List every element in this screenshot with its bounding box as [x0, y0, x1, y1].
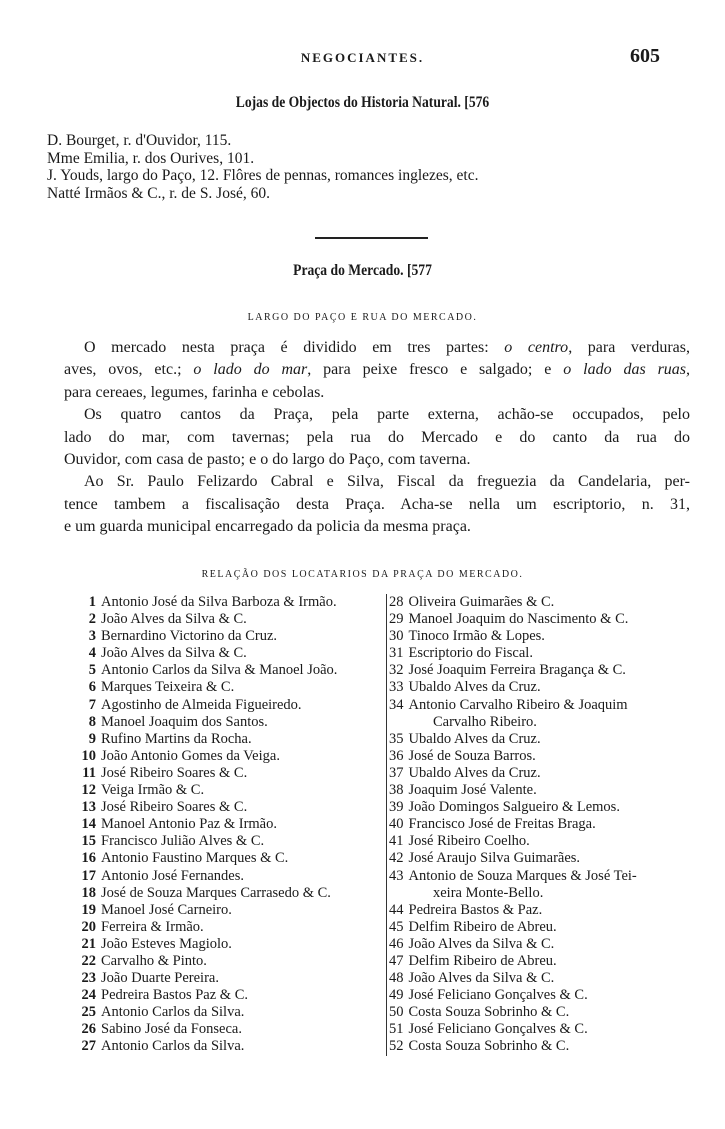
tenant-row — [389, 782, 719, 799]
tenant-number: 36 — [389, 747, 404, 764]
tenant-row — [389, 1038, 719, 1055]
tenant-name: José de Souza Marques Carrasedo & C. — [101, 884, 331, 901]
paragraph-line — [64, 449, 690, 471]
tenant-number: 42 — [389, 850, 404, 867]
tenant-number: 6 — [88, 679, 96, 696]
tenant-row — [389, 987, 719, 1004]
paragraph-line — [64, 516, 690, 538]
tenant-number: 16 — [81, 850, 96, 867]
tenant-number: 52 — [389, 1038, 404, 1055]
tenant-name: Antonio José da Silva Barboza & Irmão. — [101, 594, 337, 610]
tenant-row — [74, 765, 382, 782]
section-title-lojas: Lojas de Objectos do Historia Natural. [576 — [235, 94, 490, 111]
tenant-name: José Ribeiro Coelho. — [408, 833, 530, 850]
tenant-row — [74, 748, 382, 765]
tenant-name: Oliveira Guimarães & C. — [408, 594, 555, 610]
tenant-number: 24 — [81, 987, 96, 1004]
tenant-number: 49 — [389, 987, 404, 1004]
tenant-number: 33 — [389, 679, 404, 696]
tenant-number: 38 — [389, 782, 404, 799]
tenant-row — [389, 697, 719, 714]
tenant-number: 39 — [389, 799, 404, 816]
tenant-row — [389, 936, 719, 953]
tenant-number: 23 — [81, 970, 96, 987]
tenant-row — [74, 936, 382, 953]
tenant-row — [74, 662, 382, 679]
text-segment: Ao Sr. Paulo Felizardo Cabral e Silva, Fiscal da freguezia da Candelaria, per- — [84, 473, 690, 491]
tenant-name: Tinoco Irmão & Lopes. — [408, 628, 545, 645]
tenant-name-continuation: Carvalho Ribeiro. — [433, 713, 537, 730]
tenant-row — [74, 885, 382, 902]
tenant-row — [74, 868, 382, 885]
tenant-number: 3 — [88, 628, 96, 645]
tenant-name: João Duarte Pereira. — [101, 970, 219, 987]
description-paragraph — [64, 337, 690, 539]
tenant-number: 11 — [82, 764, 96, 781]
tenant-number: 7 — [88, 696, 96, 713]
tenant-number: 14 — [81, 816, 96, 833]
tenant-number: 17 — [81, 867, 96, 884]
tenant-number: 27 — [81, 1038, 96, 1055]
text-segment: tence tambem a fiscalisação desta Praça. Acha-se nella um escriptorio, n. 31, — [64, 495, 690, 513]
tenant-name: Manoel José Carneiro. — [101, 901, 232, 918]
tenant-name: João Domingos Salgueiro & Lemos. — [408, 799, 620, 816]
tenant-name: Pedreira Bastos Paz & C. — [101, 987, 248, 1004]
tenant-row — [74, 970, 382, 987]
tenant-list-right-column — [386, 594, 719, 1056]
shop-entry: D. Bourget, r. d'Ouvidor, 115. — [47, 132, 232, 149]
tenant-number: 21 — [81, 935, 96, 952]
shop-entries — [47, 132, 479, 202]
tenant-name: Antonio de Souza Marques & José Tei- — [408, 867, 637, 884]
paragraph-line — [64, 337, 690, 359]
tenant-number: 48 — [389, 970, 404, 987]
tenant-row — [74, 628, 382, 645]
page-number: 605 — [630, 45, 660, 67]
tenant-row — [389, 628, 719, 645]
tenant-list-title: RELAÇÃO DOS LOCATARIOS DA PRAÇA DO MERCADO. — [201, 569, 524, 580]
paragraph-line — [64, 494, 690, 516]
tenant-name: Francisco Julião Alves & C. — [101, 833, 265, 850]
tenant-name: Joaquim José Valente. — [408, 782, 537, 799]
tenant-row — [389, 765, 719, 782]
tenant-name: Delfim Ribeiro de Abreu. — [408, 952, 557, 969]
tenant-name: Costa Souza Sobrinho & C. — [408, 1038, 570, 1055]
tenant-name: João Esteves Magiolo. — [101, 935, 232, 952]
tenant-name: Escriptorio do Fiscal. — [408, 645, 533, 662]
tenant-row — [74, 902, 382, 919]
tenant-number: 22 — [81, 952, 96, 969]
tenant-row — [389, 970, 719, 987]
tenant-row — [389, 868, 719, 885]
tenant-row — [389, 1004, 719, 1021]
tenant-number: 12 — [81, 782, 96, 799]
tenant-number: 9 — [88, 730, 96, 747]
tenant-number: 2 — [88, 611, 96, 628]
tenant-number: 4 — [88, 645, 96, 662]
running-head: NEGOCIANTES. — [300, 50, 425, 65]
tenant-number: 10 — [81, 747, 96, 764]
tenant-name: Manoel Joaquim do Nascimento & C. — [408, 611, 629, 628]
tenant-number: 51 — [389, 1021, 404, 1038]
text-segment: O mercado nesta praça é dividido em tres partes: — [84, 339, 505, 356]
tenant-number: 15 — [81, 833, 96, 850]
paragraph-line — [64, 359, 690, 381]
tenant-row — [74, 1021, 382, 1038]
paragraph-line — [64, 382, 690, 404]
tenant-row — [389, 645, 719, 662]
tenant-name: Antonio Carlos da Silva. — [101, 1004, 245, 1021]
tenant-number: 25 — [81, 1004, 96, 1021]
tenant-number: 35 — [389, 730, 404, 747]
tenant-row — [389, 953, 719, 970]
tenant-name: João Alves da Silva & C. — [408, 970, 555, 987]
tenant-row — [389, 731, 719, 748]
tenant-row — [74, 679, 382, 696]
tenant-number: 46 — [389, 935, 404, 952]
text-segment: , para verduras, — [568, 339, 691, 356]
text-segment: , para peixe fresco e salgado; e — [307, 361, 564, 379]
tenant-name: Marques Teixeira & C. — [101, 679, 235, 696]
tenant-name: Manoel Antonio Paz & Irmão. — [101, 816, 277, 833]
italic-phrase: o centro — [504, 339, 569, 356]
tenant-name: Rufino Martins da Rocha. — [101, 730, 252, 747]
tenant-row — [389, 679, 719, 696]
paragraph-line — [64, 471, 690, 493]
tenant-name: Delfim Ribeiro de Abreu. — [408, 918, 557, 935]
tenant-row — [74, 919, 382, 936]
italic-phrase: o lado do mar — [193, 361, 308, 379]
tenant-number: 37 — [389, 764, 404, 781]
tenant-row — [74, 714, 382, 731]
tenant-name: Veiga Irmão & C. — [101, 782, 205, 799]
tenant-number: 8 — [88, 713, 96, 730]
tenant-row — [74, 1004, 382, 1021]
tenant-number: 29 — [389, 611, 404, 628]
tenant-number: 32 — [389, 662, 404, 679]
tenant-number: 5 — [88, 662, 96, 679]
tenant-row — [389, 902, 719, 919]
tenant-name: José Feliciano Gonçalves & C. — [408, 987, 588, 1004]
tenant-number: 41 — [389, 833, 404, 850]
tenant-row — [74, 953, 382, 970]
tenant-name: Carvalho & Pinto. — [101, 952, 207, 969]
tenant-name: Antonio Carvalho Ribeiro & Joaquim — [408, 696, 628, 713]
tenant-row — [389, 748, 719, 765]
tenant-name: Pedreira Bastos & Paz. — [408, 901, 543, 918]
tenant-number: 28 — [389, 594, 404, 610]
tenant-number: 50 — [389, 1004, 404, 1021]
tenant-number: 40 — [389, 816, 404, 833]
tenant-row — [74, 1038, 382, 1055]
tenant-row — [74, 731, 382, 748]
tenant-name: José Araujo Silva Guimarães. — [408, 850, 581, 867]
tenant-name: João Alves da Silva & C. — [408, 935, 555, 952]
tenant-number: 34 — [389, 696, 404, 713]
tenant-number: 26 — [81, 1021, 96, 1038]
tenant-row — [74, 833, 382, 850]
shop-entry: J. Youds, largo do Paço, 12. Flôres de pennas, romances inglezes, etc. — [47, 167, 479, 184]
tenant-name: Antonio José Fernandes. — [101, 867, 244, 884]
tenant-number: 43 — [389, 867, 404, 884]
paragraph-line — [64, 427, 690, 449]
section-divider — [315, 237, 428, 239]
tenant-name: José de Souza Barros. — [408, 747, 536, 764]
tenant-row — [389, 1021, 719, 1038]
tenant-number: 19 — [81, 901, 96, 918]
tenant-row — [389, 816, 719, 833]
tenant-row — [74, 799, 382, 816]
tenant-row — [74, 697, 382, 714]
tenant-list-left-column — [74, 594, 382, 1056]
shop-entry: Natté Irmãos & C., r. de S. José, 60. — [47, 184, 271, 202]
tenant-row — [74, 782, 382, 799]
tenant-row — [389, 662, 719, 679]
text-segment: Os quatro cantos da Praça, pela parte externa, achão-se occupados, pelo — [84, 406, 690, 424]
text-segment: e um guarda municipal encarregado da policia da mesma praça. — [64, 518, 471, 536]
tenant-row — [74, 611, 382, 628]
tenant-number: 30 — [389, 628, 404, 645]
tenant-name-continuation: xeira Monte-Bello. — [433, 884, 544, 901]
tenant-name: João Antonio Gomes da Veiga. — [101, 747, 280, 764]
tenant-name: Bernardino Victorino da Cruz. — [101, 628, 278, 645]
tenant-name: José Joaquim Ferreira Bragança & C. — [408, 662, 626, 679]
tenant-name: Manoel Joaquim dos Santos. — [101, 713, 268, 730]
tenant-number: 45 — [389, 918, 404, 935]
tenant-row — [74, 645, 382, 662]
tenant-number: 18 — [81, 884, 96, 901]
text-segment: lado do mar, com tavernas; pela rua do Mercado e do canto da rua do — [64, 428, 690, 446]
tenant-name: João Alves da Silva & C. — [101, 611, 247, 628]
tenant-row — [389, 850, 719, 867]
text-segment: Ouvidor, com casa de pasto; e o do largo do Paço, com taverna. — [64, 450, 471, 468]
tenant-row — [389, 799, 719, 816]
section-subtitle: LARGO DO PAÇO E RUA DO MERCADO. — [247, 312, 478, 323]
shop-entry: Mme Emilia, r. dos Ourives, 101. — [47, 149, 255, 167]
tenant-number: 47 — [389, 952, 404, 969]
tenant-name: José Ribeiro Soares & C. — [101, 799, 248, 816]
tenant-name: Antonio Carlos da Silva. — [101, 1038, 245, 1055]
tenant-name: Agostinho de Almeida Figueiredo. — [101, 696, 302, 713]
tenant-number: 13 — [81, 799, 96, 816]
tenant-name: Ferreira & Irmão. — [101, 918, 204, 935]
tenant-number: 31 — [389, 645, 404, 662]
tenant-row — [389, 594, 719, 611]
tenant-name: Francisco José de Freitas Braga. — [408, 816, 596, 833]
tenant-name: José Feliciano Gonçalves & C. — [408, 1021, 588, 1038]
text-segment: para cereaes, legumes, farinha e cebolas. — [64, 383, 325, 401]
tenant-row — [74, 850, 382, 867]
tenant-row — [74, 816, 382, 833]
tenant-name: Ubaldo Alves da Cruz. — [408, 679, 541, 696]
tenant-name: Sabino José da Fonseca. — [101, 1021, 242, 1038]
tenant-name: José Ribeiro Soares & C. — [101, 764, 248, 781]
tenant-number: 1 — [88, 594, 96, 610]
tenant-number: 44 — [389, 901, 404, 918]
tenant-row — [389, 833, 719, 850]
tenant-name: Costa Souza Sobrinho & C. — [408, 1004, 570, 1021]
tenant-row — [74, 594, 382, 611]
section-title-praca: Praça do Mercado. [577 — [293, 262, 432, 279]
tenant-row — [389, 919, 719, 936]
tenant-row — [74, 987, 382, 1004]
italic-phrase: o lado das ruas, — [563, 361, 691, 379]
tenant-name: Ubaldo Alves da Cruz. — [408, 764, 541, 781]
tenant-name: João Alves da Silva & C. — [101, 645, 247, 662]
tenant-name: Ubaldo Alves da Cruz. — [408, 730, 541, 747]
tenant-name: Antonio Faustino Marques & C. — [101, 850, 289, 867]
text-segment: aves, ovos, etc.; — [64, 361, 194, 379]
paragraph-line — [64, 404, 690, 426]
tenant-name: Antonio Carlos da Silva & Manoel João. — [101, 662, 338, 679]
tenant-number: 20 — [81, 918, 96, 935]
tenant-row — [389, 611, 719, 628]
